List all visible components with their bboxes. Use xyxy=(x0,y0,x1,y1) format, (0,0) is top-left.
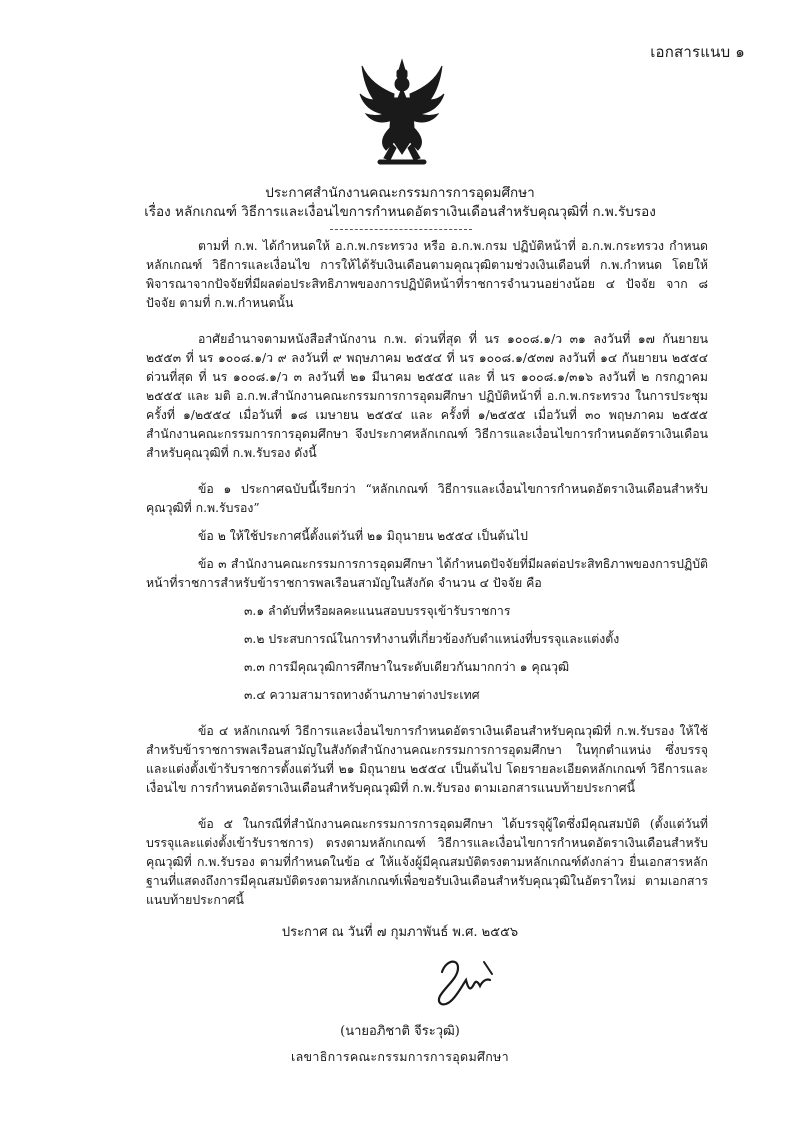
clause-5: ข้อ ๕ ในกรณีที่สำนักงานคณะกรรมการการอุดมศึกษา ได้บรรจุผู้ใดซึ่งมีคุณสมบัติ (ตั้งแต่วันที่บรรจุและแต่งตั้งเข้ารับราชการ) ตรงตามหลักเกณฑ์ วิธีการและเงื่อนไขการกำหนดอัตราเงินเดือนสำหรับคุณวุฒิที่ ก.พ.รับรอง ตามที่กำหนดในข้อ ๔ ให้แจ้งผู้มีคุณสมบัติตรงตามหลักเกณฑ์ดังกล่าว ยื่นเอกสารหลักฐานที่แสดงถึงการมีคุณสมบัติตรงตามหลักเกณฑ์เพื่อขอรับเงินเดือนสำหรับคุณวุฒิในอัตราใหม่ ตามเอกสารแนบท้ายประกาศนี้ xyxy=(146,817,708,907)
announcement-date: ประกาศ ณ วันที่ ๗ กุมภาพันธ์ พ.ศ. ๒๕๕๖ xyxy=(281,925,519,940)
clause-1: ข้อ ๑ ประกาศฉบับนี้เรียกว่า “หลักเกณฑ์ วิธีการและเงื่อนไขการกำหนดอัตราเงินเดือนสำหรับคุณวุฒิที่ ก.พ.รับรอง” xyxy=(146,482,708,515)
clause-2: ข้อ ๒ ให้ใช้ประกาศนี้ตั้งแต่วันที่ ๒๑ มิถุนายน ๒๕๕๔ เป็นต้นไป xyxy=(198,529,528,543)
handwritten-signature-icon xyxy=(428,952,500,1012)
clause-3: ข้อ ๓ สำนักงานคณะกรรมการการอุดมศึกษา ได้กำหนดปัจจัยที่มีผลต่อประสิทธิภาพของการปฏิบัติหน้าที่ราชการสำหรับข้าราชการพลเรือนสามัญในสังกัด จำนวน ๔ ปัจจัย คือ xyxy=(146,557,708,590)
garuda-emblem-icon xyxy=(358,58,446,168)
title-divider xyxy=(330,229,472,230)
paragraph-authority: อาศัยอำนาจตามหนังสือสำนักงาน ก.พ. ด่วนที่สุด ที่ นร ๑๐๐๘.๑/ว ๓๑ ลงวันที่ ๑๗ กันยายน ๒๕๕๓ ที่ นร ๑๐๐๘.๑/ว ๙ ลงวันที่ ๙ พฤษภาคม ๒๕๕๔ ที่ นร ๑๐๐๘.๑/๕๓๗ ลงวันที่ ๑๔ กันยายน ๒๕๕๔ ด่วนที่สุด ที่ นร ๑๐๐๘.๑/ว ๓ ลงวันที่ ๒๑ มีนาคม ๒๕๕๕ และ ที่ นร ๑๐๐๘.๑/๓๑๖ ลงวันที่ ๒ กรกฎาคม ๒๕๕๕ และ มติ อ.ก.พ.สำนักงานคณะกรรมการการอุดมศึกษา ปฏิบัติหน้าที่ อ.ก.พ.กระทรวง ในการประชุม ครั้งที่ ๑/๒๕๕๔ เมื่อวันที่ ๑๘ เมษายน ๒๕๕๔ และ ครั้งที่ ๑/๒๕๕๕ เมื่อวันที่ ๓๐ พฤษภาคม ๒๕๕๕ สำนักงานคณะกรรมการการอุดมศึกษา จึงประกาศหลักเกณฑ์ วิธีการและเงื่อนไขการกำหนดอัตราเงินเดือนสำหรับคุณวุฒิที่ ก.พ.รับรอง ดังนี้ xyxy=(146,332,708,460)
document-body xyxy=(146,237,708,910)
signer-title: เลขาธิการคณะกรรมการการอุดมศึกษา xyxy=(291,1049,509,1064)
clause-4: ข้อ ๔ หลักเกณฑ์ วิธีการและเงื่อนไขการกำหนดอัตราเงินเดือนสำหรับคุณวุฒิที่ ก.พ.รับรอง ให้ใช้สำหรับข้าราชการพลเรือนสามัญในสังกัดสำนักงานคณะกรรมการการอุดมศึกษา ในทุกตำแหน่ง ซึ่งบรรจุและแต่งตั้งเข้ารับราชการตั้งแต่วันที่ ๒๑ มิถุนายน ๒๕๕๔ เป็นต้นไป โดยรายละเอียดหลักเกณฑ์ วิธีการและเงื่อนไข การกำหนดอัตราเงินเดือนสำหรับคุณวุฒิที่ ก.พ.รับรอง ตามเอกสารแนบท้ายประกาศนี้ xyxy=(146,724,708,795)
signer-name: (นายอภิชาติ จีระวุฒิ) xyxy=(340,1024,460,1039)
factor-item: ๓.๓ การมีคุณวุฒิการศึกษาในระดับเดียวกันมากกว่า ๑ คุณวุฒิ xyxy=(244,660,570,674)
factor-item: ๓.๔ ความสามารถทางด้านภาษาต่างประเทศ xyxy=(244,688,480,702)
announcement-heading: ประกาศสำนักงานคณะกรรมการการอุดมศึกษา xyxy=(265,185,535,201)
attachment-label: เอกสารแนบ ๑ xyxy=(650,43,745,61)
announcement-subject: เรื่อง หลักเกณฑ์ วิธีการและเงื่อนไขการกำหนดอัตราเงินเดือนสำหรับคุณวุฒิที่ ก.พ.รับรอง xyxy=(144,204,656,220)
paragraph-preamble: ตามที่ ก.พ. ได้กำหนดให้ อ.ก.พ.กระทรวง หรือ อ.ก.พ.กรม ปฏิบัติหน้าที่ อ.ก.พ.กระทรวง กำหนดหลักเกณฑ์ วิธีการและเงื่อนไข การให้ได้รับเงินเดือนตามคุณวุฒิตามช่วงเงินเดือนที่ ก.พ.กำหนด โดยให้พิจารณาจากปัจจัยที่มีผลต่อประสิทธิภาพของการปฏิบัติหน้าที่ราชการจำนวนอย่างน้อย ๔ ปัจจัย จาก ๘ ปัจจัย ตามที่ ก.พ.กำหนดนั้น xyxy=(146,239,708,310)
factor-item: ๓.๑ ลำดับที่หรือผลคะแนนสอบบรรจุเข้ารับราชการ xyxy=(244,604,511,618)
factor-item: ๓.๒ ประสบการณ์ในการทำงานที่เกี่ยวข้องกับตำแหน่งที่บรรจุและแต่งตั้ง xyxy=(244,632,620,646)
